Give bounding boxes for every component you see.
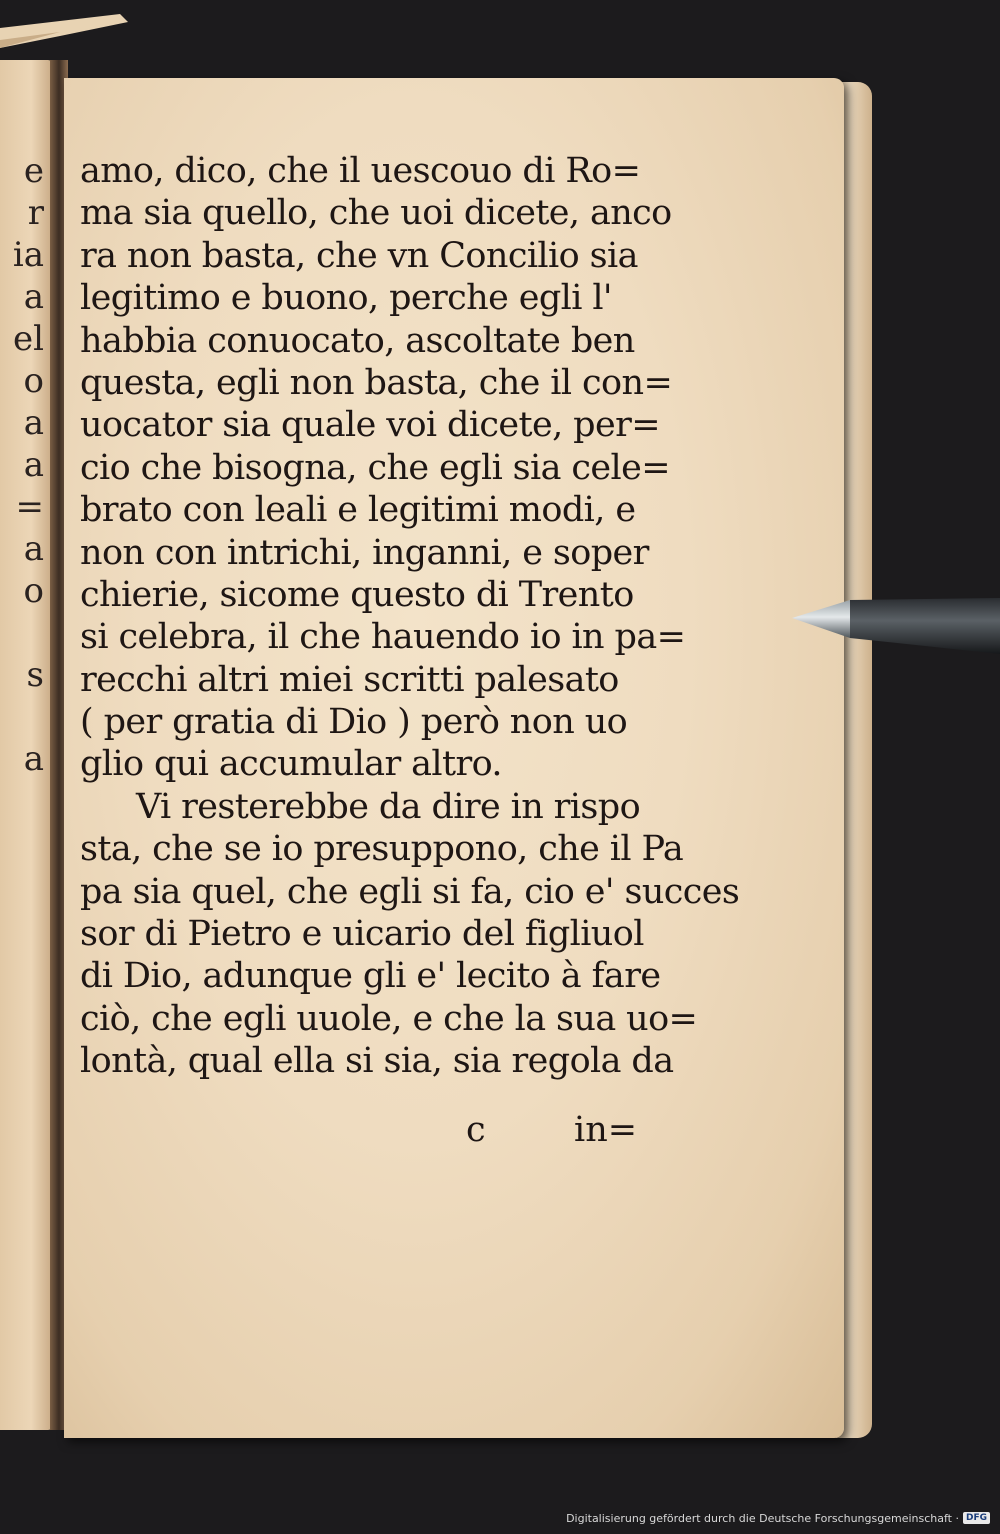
text-line: glio qui accumular altro. (80, 744, 502, 785)
text-line: Vi resterebbe da dire in rispo (136, 786, 641, 827)
text-line: legitimo e buono, perche egli l' (80, 278, 612, 319)
text-line: ma sia quello, che uoi dicete, anco (80, 193, 672, 234)
dfg-logo: DFG (963, 1512, 990, 1524)
credit-text: Digitalisierung gefördert durch die Deutsche Forschungsgemeinschaft · (566, 1511, 959, 1525)
page-foot (80, 1108, 640, 1152)
left-text-fragment (0, 612, 44, 654)
text-line: chierie, sicome questo di Trento (80, 574, 634, 615)
left-text-fragment: a (23, 529, 44, 569)
text-line: sor di Pietro e uicario del figliuol (80, 914, 644, 955)
left-text-fragment: ia (12, 235, 44, 275)
text-line: pa sia quel, che egli si fa, cio e' succes (80, 871, 740, 912)
text-line: questa, egli non basta, che il con= (80, 362, 673, 403)
text-line: cio che bisogna, che egli sia cele= (80, 447, 670, 488)
left-text-fragment: s (26, 655, 44, 695)
text-line: sta, che se io presuppono, che il Pa (80, 829, 684, 870)
text-line: lontà, qual ella si sia, sia regola da (80, 1041, 674, 1082)
left-text-fragment: el (13, 319, 44, 359)
left-text-fragment: a (23, 445, 44, 485)
left-text-fragment: a (23, 403, 44, 443)
left-text-fragment: = (15, 487, 44, 527)
signature-mark: c (466, 1110, 486, 1150)
text-line: si celebra, il che hauendo io in pa= (80, 617, 686, 658)
text-line: habbia conuocato, ascoltate ben (80, 320, 635, 361)
text-line: ( per gratia di Dio ) però non uo (80, 702, 628, 743)
text-line: ciò, che egli uuole, e che la sua uo= (80, 998, 698, 1039)
pointer-pen-icon (790, 590, 1000, 650)
text-line: uocator sia quale voi dicete, per= (80, 405, 660, 446)
digitization-credit (566, 1508, 990, 1528)
left-page-text-fragments (0, 150, 44, 822)
page-text (80, 150, 740, 1083)
left-text-fragment: r (27, 193, 44, 233)
text-line: brato con leali e legitimi modi, e (80, 490, 636, 531)
left-text-fragment: o (23, 361, 44, 401)
left-text-fragment: e (23, 151, 44, 191)
text-line: recchi altri miei scritti palesato (80, 659, 619, 700)
text-line: non con intrichi, inganni, e soper (80, 532, 649, 573)
left-text-fragment: a (23, 277, 44, 317)
left-text-fragment: a (23, 739, 44, 779)
left-text-fragment (0, 696, 44, 738)
text-line: amo, dico, che il uescouo di Ro= (80, 151, 641, 191)
left-text-fragment (0, 780, 44, 822)
torn-paper-flap (0, 14, 130, 48)
catchword: in= (574, 1110, 638, 1150)
text-line: ra non basta, che vn Concilio sia (80, 235, 638, 276)
text-line: di Dio, adunque gli e' lecito à fare (80, 956, 661, 997)
left-text-fragment: o (23, 571, 44, 611)
